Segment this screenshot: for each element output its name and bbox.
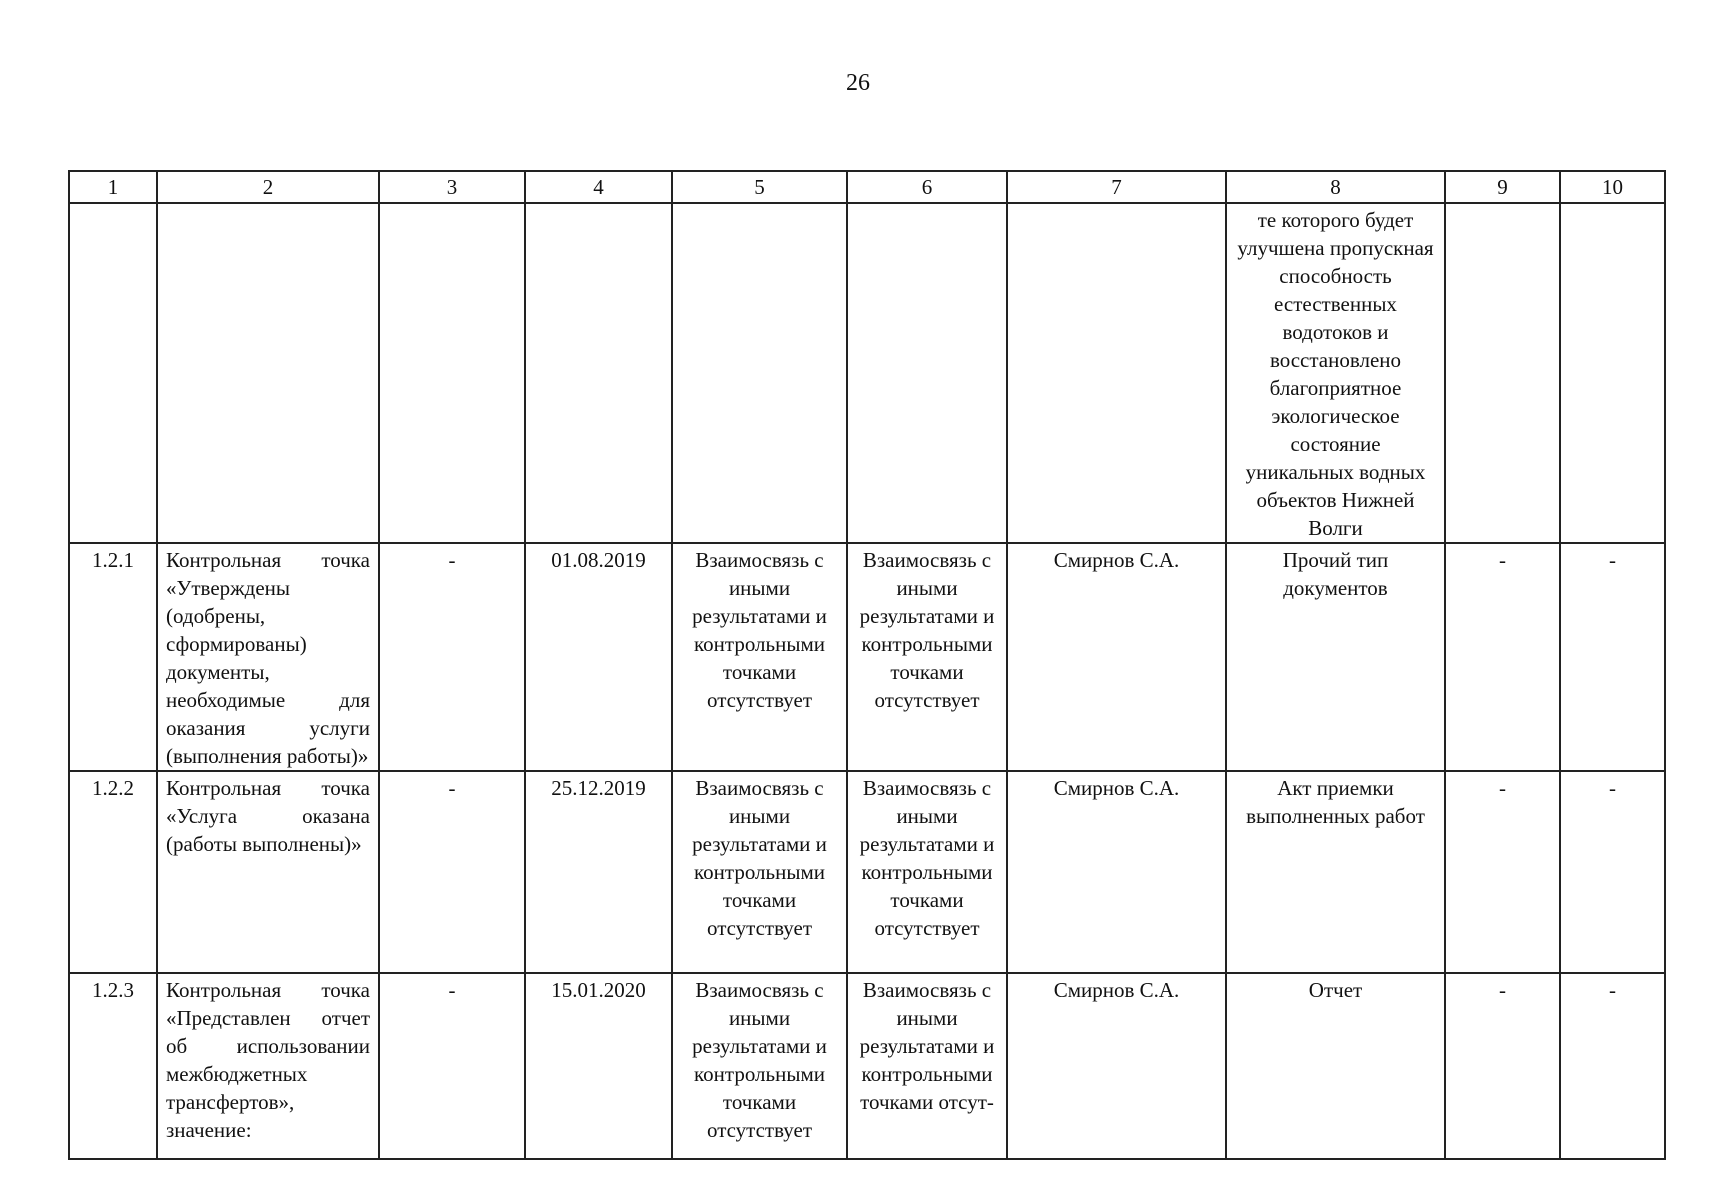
table-cell [1445,203,1560,543]
column-header: 10 [1560,171,1665,203]
table-cell: - [379,973,525,1159]
row-number: 1.2.2 [69,771,157,973]
table-cell [69,203,157,543]
table-cell: - [1445,973,1560,1159]
row-number: 1.2.1 [69,543,157,771]
table-cell: - [1560,973,1665,1159]
document-type: Отчет [1226,973,1445,1159]
relation-cell: Взаимосвязь с иными результатами и контрольными точками отсутствует [847,771,1007,973]
relation-cell: Взаимосвязь с иными результатами и контрольными точками отсут- [847,973,1007,1159]
table-header-row [69,171,1665,203]
column-header: 6 [847,171,1007,203]
checkpoint-name: Контрольная точка «Представлен отчет об использовании межбюджетных трансфертов», значение: [157,973,379,1159]
column-header: 2 [157,171,379,203]
table-cell: - [1445,543,1560,771]
table-cell [847,203,1007,543]
document-type: Акт приемки выполненных работ [1226,771,1445,973]
column-header: 1 [69,171,157,203]
data-table [68,170,1666,1160]
column-header: 9 [1445,171,1560,203]
column-header: 5 [672,171,847,203]
checkpoint-date: 25.12.2019 [525,771,672,973]
table-cell [1007,203,1226,543]
table-row [69,771,1665,973]
responsible-person: Смирнов С.А. [1007,543,1226,771]
checkpoint-name: Контрольная точка «Услуга оказана (работы выполнены)» [157,771,379,973]
column-header: 4 [525,171,672,203]
table-cell [1560,203,1665,543]
table-cell: - [379,543,525,771]
document-type: Прочий тип документов [1226,543,1445,771]
table-row [69,973,1665,1159]
table-cell [672,203,847,543]
table-cell: - [1560,543,1665,771]
table-cell: - [1560,771,1665,973]
relation-cell: Взаимосвязь с иными результатами и контрольными точками отсутствует [672,771,847,973]
row-number: 1.2.3 [69,973,157,1159]
table-cell [525,203,672,543]
responsible-person: Смирнов С.А. [1007,973,1226,1159]
checkpoint-name: Контрольная точка «Утверждены (одобрены, сформированы) документы, необходимые для оказания услуги (выполнения работы)» [157,543,379,771]
relation-cell: Взаимосвязь с иными результатами и контрольными точками отсутствует [672,973,847,1159]
relation-cell: Взаимосвязь с иными результатами и контрольными точками отсутствует [672,543,847,771]
checkpoint-date: 15.01.2020 [525,973,672,1159]
table-cell [379,203,525,543]
page-number: 26 [846,70,870,96]
table-cell [157,203,379,543]
checkpoint-date: 01.08.2019 [525,543,672,771]
table-cell: - [1445,771,1560,973]
relation-cell: Взаимосвязь с иными результатами и контрольными точками отсутствует [847,543,1007,771]
column-header: 3 [379,171,525,203]
table-row-continuation [69,203,1665,543]
table-cell: - [379,771,525,973]
column-header: 7 [1007,171,1226,203]
result-description-cell: те которого будет улучшена пропускная способность естественных водотоков и восстановлено благоприятное экологическое состояние уникальных водных объектов Нижней Волги [1226,203,1445,543]
table-row [69,543,1665,771]
column-header: 8 [1226,171,1445,203]
responsible-person: Смирнов С.А. [1007,771,1226,973]
